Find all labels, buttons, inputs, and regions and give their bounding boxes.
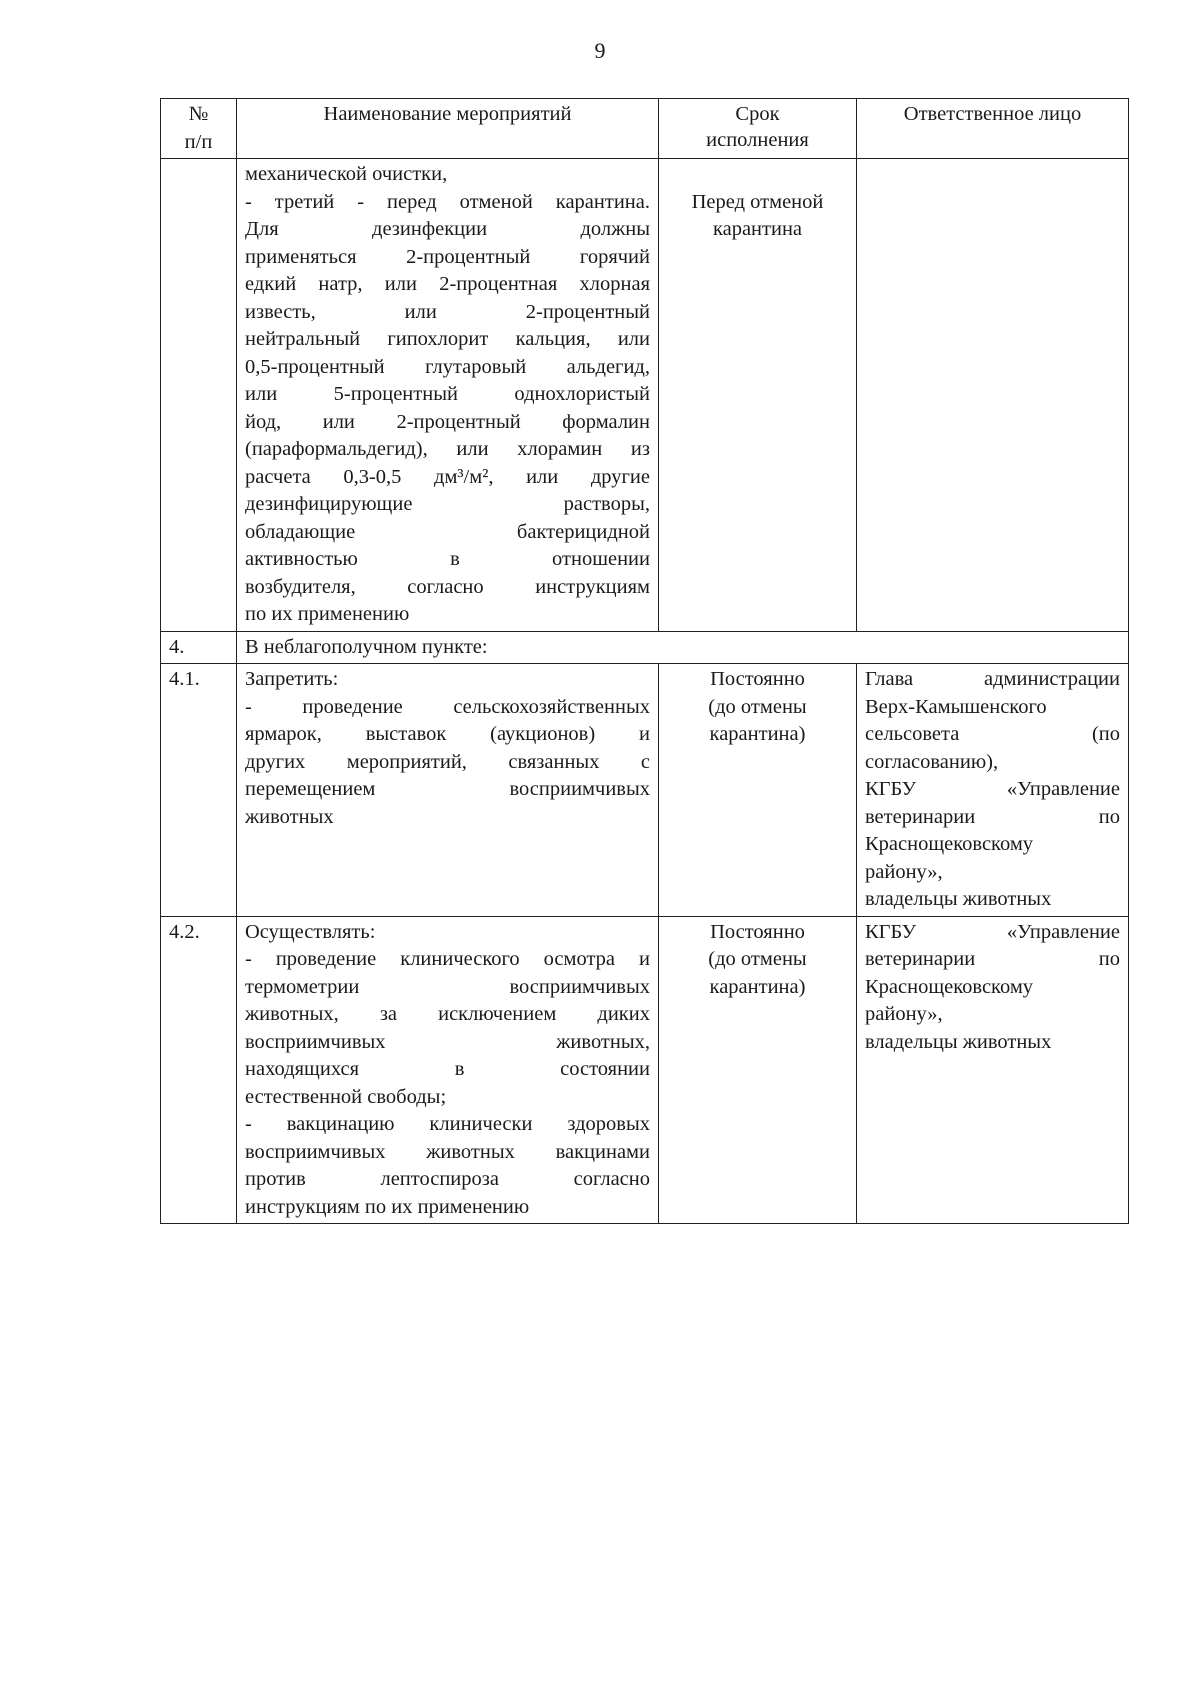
row-responsible: Глава администрации Верх-Камышенского сельсовета (по согласованию), КГБУ «Управление ветеринарии по Краснощековскому району», владельцы животных	[857, 664, 1129, 917]
measures-table	[160, 98, 1129, 1224]
page-number: 9	[594, 38, 606, 63]
row-term: Постоянно (до отмены карантина)	[659, 916, 857, 1224]
row-measure-text: Осуществлять: - проведение клинического осмотра и термометрии восприимчивых животных, за исключением диких восприимчивых животных, находящихся в состоянии естественной свободы; - вакцинацию клинически здоровых восприимчивых животных вакцинами против лептоспироза согласно инструкциям по их применению	[237, 916, 659, 1224]
section-title: В неблагополучном пункте:	[237, 631, 1129, 664]
row-number: 4.	[161, 631, 237, 664]
row-number	[161, 159, 237, 632]
row-number: 4.1.	[161, 664, 237, 917]
table-row	[161, 916, 1129, 1224]
row-measure-text: Запретить: - проведение сельскохозяйственных ярмарок, выставок (аукционов) и других мероприятий, связанных с перемещением восприимчивых животных	[237, 664, 659, 917]
header-number: № п/п	[161, 99, 237, 159]
row-measure-text: механической очистки, - третий - перед отменой карантина. Для дезинфекции должны применяться 2-процентный горячий едкий натр, или 2-процентная хлорная известь, или 2-процентный нейтральный гипохлорит кальция, или 0,5-процентный глутаровый альдегид, или 5-процентный однохлористый йод, или 2-процентный формалин (параформальдегид), или хлорамин из расчета 0,3-0,5 дм³/м², или другие дезинфицирующие растворы, обладающие бактерицидной активностью в отношении возбудителя, согласно инструкциям по их применению	[237, 159, 659, 632]
row-number: 4.2.	[161, 916, 237, 1224]
table-row	[161, 159, 1129, 632]
header-measure-name: Наименование мероприятий	[237, 99, 659, 159]
table-row	[161, 664, 1129, 917]
header-responsible: Ответственное лицо	[857, 99, 1129, 159]
row-responsible: КГБУ «Управление ветеринарии по Краснощековскому району», владельцы животных	[857, 916, 1129, 1224]
row-responsible	[857, 159, 1129, 632]
table-row-section	[161, 631, 1129, 664]
row-term: Перед отменой карантина	[659, 159, 857, 632]
row-term: Постоянно (до отмены карантина)	[659, 664, 857, 917]
header-term: Срок исполнения	[659, 99, 857, 159]
table-header-row	[161, 99, 1129, 159]
